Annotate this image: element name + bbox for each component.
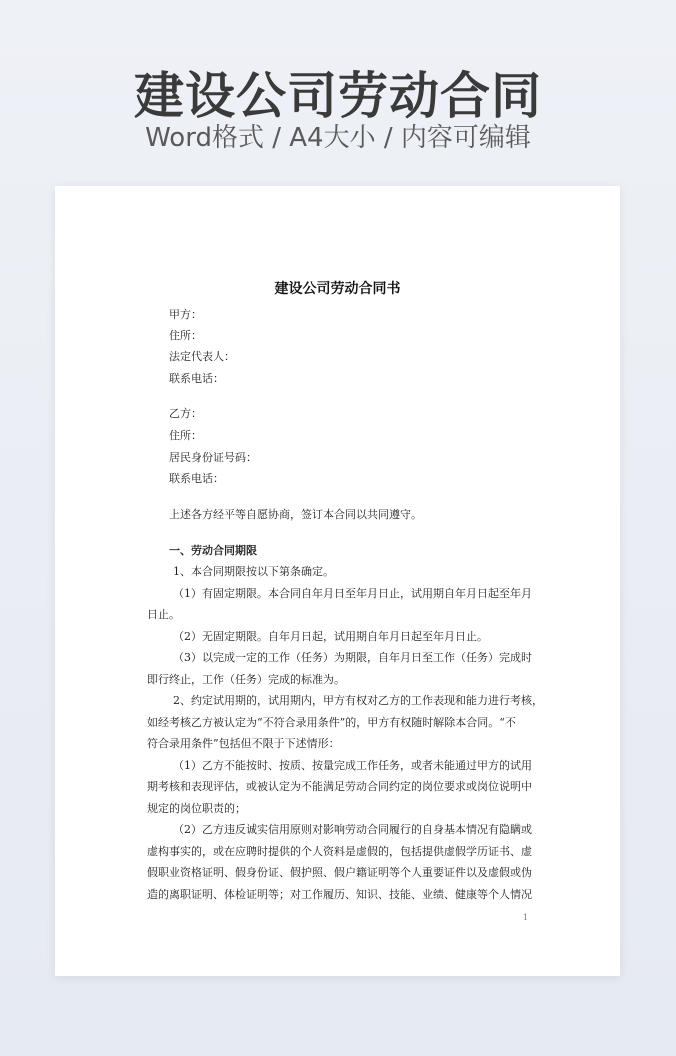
- body-line: 假职业资格证明、假身份证、假护照、假户籍证明等个人重要证件以及虚假或伪: [147, 866, 532, 879]
- party-a-label: 甲方：: [169, 308, 202, 321]
- page-number: 1: [522, 913, 528, 922]
- party-b-label: 乙方：: [169, 407, 202, 420]
- body-line: 期考核和表现评估，或被认定为不能满足劳动合同约定的岗位要求或岗位说明中: [147, 780, 532, 793]
- document-page: [55, 186, 620, 976]
- body-line: 如经考核乙方被认定为“不符合录用条件”的，甲方有权随时解除本合同。“不: [147, 716, 516, 729]
- party-b-address-label: 住所：: [169, 429, 202, 442]
- body-line: 日止。: [147, 608, 180, 621]
- party-a-address-label: 住所：: [169, 329, 202, 342]
- body-line: 2、约定试用期的，试用期内，甲方有权对乙方的工作表现和能力进行考核，: [173, 694, 543, 707]
- body-line: （1）有固定期限。本合同自年月日至年月日止，试用期自年月日起至年月: [173, 587, 532, 600]
- section-title: 一、劳动合同期限: [169, 544, 257, 557]
- party-b-phone-label: 联系电话：: [169, 472, 224, 485]
- hero-subtitle: Word格式 / A4大小 / 内容可编辑: [145, 123, 531, 153]
- party-b-id-label: 居民身份证号码：: [169, 451, 257, 464]
- body-line: 规定的岗位职责的；: [147, 802, 246, 815]
- body-line: 虚构事实的，或在应聘时提供的个人资料是虚假的，包括提供虚假学历证书、虚: [147, 845, 532, 858]
- document-title: 建设公司劳动合同书: [274, 281, 401, 297]
- body-line: 符合录用条件”包括但不限于下述情形：: [147, 737, 340, 750]
- document-body: [55, 186, 620, 976]
- body-line: 1、本合同期限按以下第条确定。: [173, 565, 334, 578]
- body-line: （2）乙方违反诚实信用原则对影响劳动合同履行的自身基本情况有隐瞒或: [173, 823, 532, 836]
- body-line: 造的离职证明、体检证明等；对工作履历、知识、技能、业绩、健康等个人情况: [147, 888, 532, 901]
- preamble: 上述各方经平等自愿协商，签订本合同以共同遵守。: [169, 508, 422, 521]
- body-line: （3）以完成一定的工作（任务）为期限，自年月日至工作（任务）完成时: [173, 651, 532, 664]
- hero-title: 建设公司劳动合同: [134, 67, 542, 125]
- party-a-rep-label: 法定代表人：: [169, 350, 235, 363]
- party-a-phone-label: 联系电话：: [169, 372, 224, 385]
- body-line: 即行终止，工作（任务）完成的标准为。: [147, 673, 345, 686]
- body-line: （2）无固定期限。自年月日起，试用期自年月日起至年月日止。: [173, 630, 488, 643]
- body-line: （1）乙方不能按时、按质、按量完成工作任务，或者未能通过甲方的试用: [173, 759, 532, 772]
